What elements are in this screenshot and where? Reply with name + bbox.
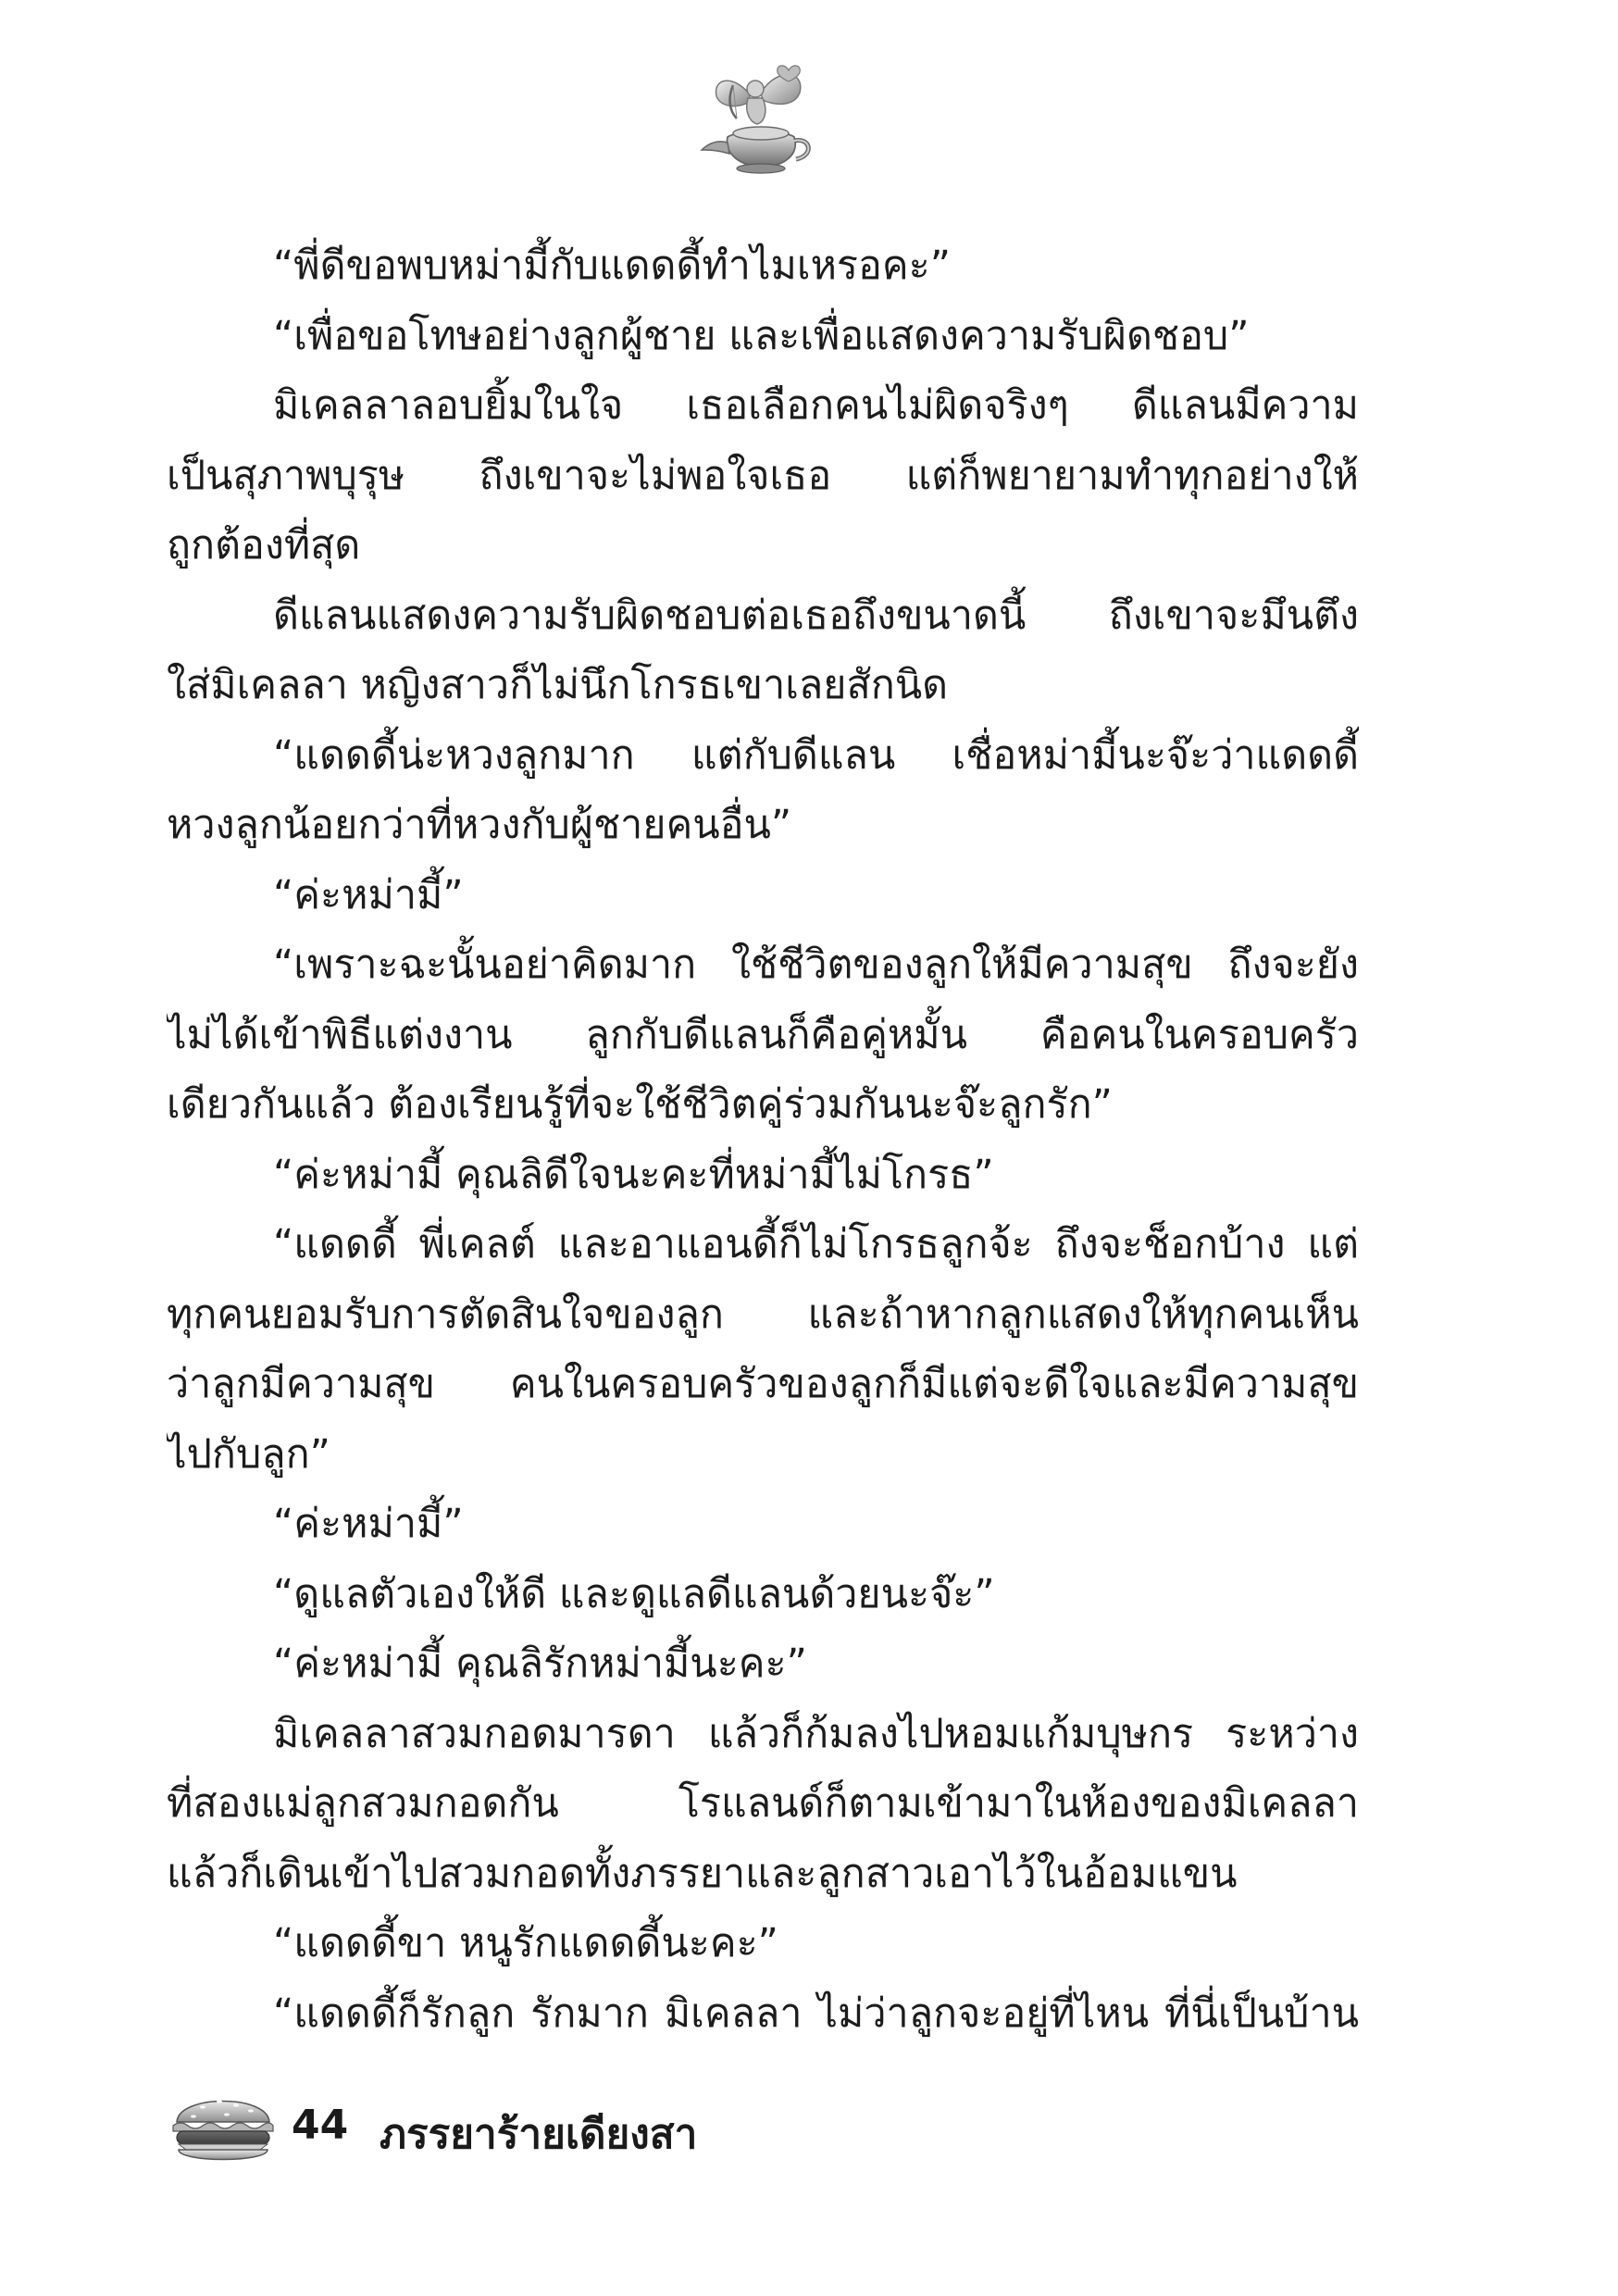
text-line: เป็นสุภาพบุรุษ ถึงเขาจะไม่พอใจเธอ แต่ก็พยายามทำทุกอย่างให้ — [167, 452, 1359, 499]
burger-icon — [171, 2081, 275, 2170]
text-line: ทุกคนยอมรับการตัดสินใจของลูก และถ้าหากลูกแสดงให้ทุกคนเห็น — [167, 1291, 1359, 1338]
page-footer — [171, 2081, 1004, 2174]
text-line: ถูกต้องที่สุด — [167, 522, 361, 568]
body-text — [167, 231, 1359, 2049]
text-line: “เพื่อขอโทษอย่างลูกผู้ชาย และเพื่อแสดงความรับผิดชอบ” — [273, 312, 1250, 359]
text-line: หวงลูกน้อยกว่าที่หวงกับผู้ชายคนอื่น” — [167, 802, 792, 848]
text-line: ดีแลนแสดงความรับผิดชอบต่อเธอถึงขนาดนี้ ถึงเขาจะมึนตึง — [273, 592, 1359, 639]
text-line: “แดดดี้ก็รักลูก รักมาก มิเคลลา ไม่ว่าลูกจะอยู่ที่ไหน ที่นี่เป็นบ้าน — [273, 1990, 1359, 2037]
text-line: “ดูแลตัวเองให้ดี และดูแลดีแลนด้วยนะจ๊ะ” — [273, 1570, 995, 1617]
text-line: “แดดดี้ พี่เคลต์ และอาแอนดี้ก็ไม่โกรธลูกจ้ะ ถึงจะช็อกบ้าง แต่ — [273, 1221, 1359, 1267]
text-line: “เพราะฉะนั้นอย่าคิดมาก ใช้ชีวิตของลูกให้มีความสุข ถึงจะยัง — [273, 942, 1359, 988]
text-line: เดียวกันแล้ว ต้องเรียนรู้ที่จะใช้ชีวิตคู่ร่วมกันนะจ๊ะลูกรัก” — [167, 1081, 1113, 1128]
text-line: “แดดดี้ขา หนูรักแดดดี้นะคะ” — [273, 1920, 778, 1966]
text-line: ว่าลูกมีความสุข คนในครอบครัวของลูกก็มีแต่จะดีใจและมีความสุข — [167, 1361, 1359, 1407]
text-line: “แดดดี้น่ะหวงลูกมาก แต่กับดีแลน เชื่อหม่ามี้นะจ๊ะว่าแดดดี้ — [273, 731, 1359, 779]
text-line: ที่สองแม่ลูกสวมกอดกัน โรแลนด์ก็ตามเข้ามาในห้องของมิเคลลา — [167, 1780, 1359, 1827]
book-title: ภรรยาร้ายเดียงสา — [380, 2111, 698, 2158]
text-line: ไปกับลูก” — [167, 1430, 330, 1478]
text-line: “ค่ะหม่ามี้ คุณลิดีใจนะคะที่หม่ามี้ไม่โกรธ” — [273, 1151, 994, 1198]
text-line: แล้วก็เดินเข้าไปสวมกอดทั้งภรรยาและลูกสาวเอาไว้ในอ้อมแขน — [167, 1850, 1238, 1897]
text-line: “ค่ะหม่ามี้” — [273, 871, 464, 918]
cupid-teapot-icon — [696, 57, 822, 178]
text-line: “ค่ะหม่ามี้” — [273, 1501, 464, 1547]
page-number: 44 — [292, 2102, 349, 2149]
text-line: “ค่ะหม่ามี้ คุณลิรักหม่ามี้นะคะ” — [273, 1641, 807, 1687]
text-line: มิเคลลาลอบยิ้มในใจ เธอเลือกคนไม่ผิดจริงๆ ดีแลนมีความ — [273, 382, 1359, 429]
text-line: มิเคลลาสวมกอดมารดา แล้วก็ก้มลงไปหอมแก้มบุษกร ระหว่าง — [273, 1710, 1359, 1757]
text-line: ไม่ได้เข้าพิธีแต่งงาน ลูกกับดีแลนก็คือคู่หมั้น คือคนในครอบครัว — [167, 1011, 1359, 1058]
text-line: ใส่มิเคลลา หญิงสาวก็ไม่นึกโกรธเขาเลยสักนิด — [167, 662, 949, 708]
text-line: “พี่ดีขอพบหม่ามี้กับแดดดี้ทำไมเหรอคะ” — [273, 243, 951, 289]
